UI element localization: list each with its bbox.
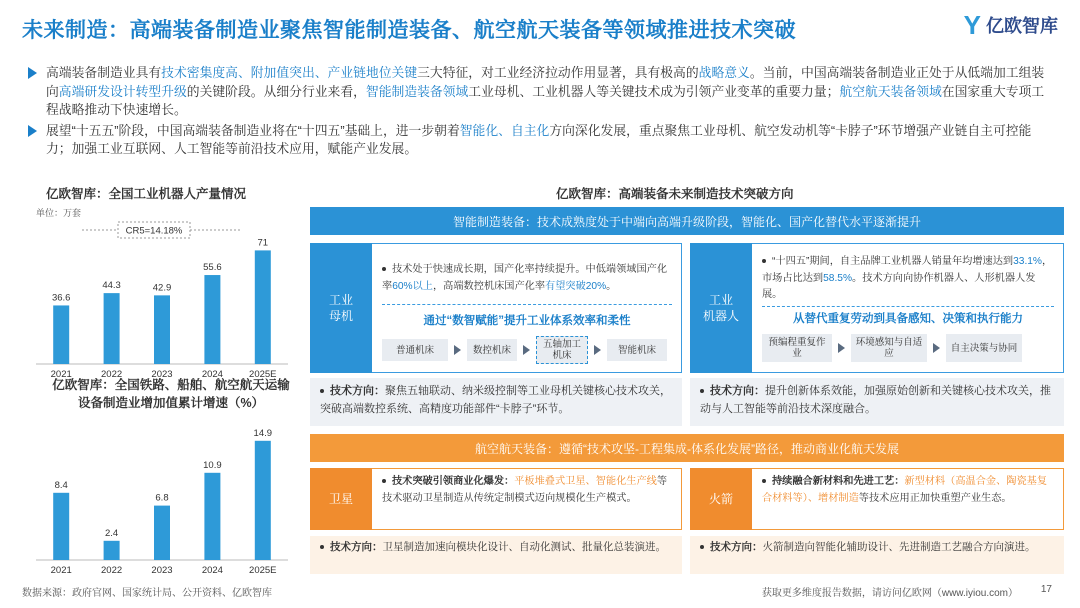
satellite-highlight: 平板堆叠式卫星、智能化生产线 (514, 476, 657, 487)
dot-icon (320, 545, 324, 549)
chart2-title-line2: 设备制造业增加值累计增速（%） (77, 396, 265, 410)
flow-step-1: 普通机床 (382, 339, 448, 361)
rocket-text (762, 474, 1056, 507)
data-label: 10.9 (203, 459, 222, 471)
x-tick-label: 2022 (101, 369, 123, 380)
aerospace-banner: 航空航天装备：遵循“技术攻坚-工程集成-体系化发展”路径，推动商业化航天发展 (310, 434, 1064, 462)
robot-flow-step-2: 环境感知与自适应 (851, 334, 927, 362)
right-panel-title: 亿欧智库：高端装备未来制造技术突破方向 (556, 187, 794, 201)
bullet-1-part: 高端研发设计转型升级 (58, 83, 187, 99)
robot-text-c: 。技术方向向协作机器人、人形机器人发展。 (762, 272, 1036, 300)
data-label: 6.8 (155, 492, 169, 504)
bullet-1 (28, 64, 1056, 120)
robot-text-a: “十四五”期间，自主品牌工业机器人销量年均增速达到 (772, 256, 1014, 267)
bullet-1-part: 高端装备制造业具有 (46, 65, 162, 80)
satellite-text (382, 474, 674, 507)
flow-step-2: 数控机床 (467, 339, 517, 361)
chart2-title (36, 376, 306, 412)
x-tick-label: 2023 (151, 369, 173, 380)
bar (255, 441, 271, 560)
bullet-arrow-icon (28, 125, 37, 137)
direction-label: 技术方向： (710, 385, 765, 397)
satellite-rest: 等技术驱动卫星制造从传统定制模式迈向规模化生产模式。 (382, 476, 668, 504)
logo-text: 亿欧智库 (986, 16, 1058, 36)
x-tick-label: 2025E (249, 565, 277, 576)
dot-icon (382, 479, 386, 483)
x-tick-label: 2023 (151, 565, 173, 576)
machine-tool-label (310, 243, 372, 373)
arrow-right-icon (454, 345, 461, 355)
robot-flow (762, 334, 1022, 362)
direction-label: 技术方向： (710, 541, 763, 553)
bullet-1-part: 工业母机、工业机器人等关键技术成为引领产业变革的重要力量； (468, 83, 840, 99)
logo-mark-icon: Y (963, 10, 981, 40)
x-tick-label: 2024 (201, 369, 223, 380)
bullet-1-text (46, 65, 1044, 117)
machine-label-line1: 工业 (328, 293, 353, 307)
logo (964, 12, 1058, 38)
bullet-arrow-icon (28, 67, 37, 79)
data-label: 14.9 (253, 427, 273, 439)
robot-direction-text: 提升创新体系效能，加强原始创新和关键核心技术攻关，推动与人工智能等前沿技术深度融合。 (700, 385, 1051, 415)
direction-label: 技术方向： (330, 541, 383, 553)
chart1-title: 亿欧智库：全国工业机器人产量情况 (46, 187, 247, 201)
arrow-right-icon (933, 343, 940, 353)
bullet-1-part: 技术密集度高、附加值突出、产业链地位关键 (161, 65, 418, 80)
robot-label (690, 243, 752, 373)
x-tick-label: 2021 (50, 369, 72, 380)
bar (104, 293, 120, 364)
bar (154, 295, 170, 364)
satellite-lead: 技术突破引领商业化爆发： (392, 476, 515, 487)
machine-tool-text (382, 262, 672, 295)
machine-flow (382, 336, 667, 364)
data-label: 2.4 (104, 527, 119, 539)
data-label: 8.4 (54, 479, 68, 491)
dot-icon (762, 259, 766, 263)
data-label: 42.9 (152, 282, 172, 294)
contact-link[interactable]: 获取更多维度报告数据，请访问亿欧网（www.iyiou.com） (761, 588, 1018, 599)
bullet-2-text (46, 123, 1031, 157)
page-title: 未来制造：高端装备制造业聚焦智能制造装备、航空航天装备等领域推进技术突破 (22, 19, 796, 42)
intro-bullets (28, 64, 1056, 161)
bar (204, 473, 220, 560)
x-tick-label: 2025E (249, 369, 277, 380)
robot-text (762, 254, 1054, 304)
cr5-annotation: CR5=14.18% (125, 225, 183, 237)
rocket-direction-text: 火箭制造向智能化辅助设计、先进制造工艺融合方向演进。 (762, 541, 1036, 553)
satellite-direction-text: 卫星制造加速向模块化设计、自动化测试、批量化总装演进。 (382, 541, 666, 553)
bullet-1-part: 智能制造装备领域 (365, 83, 469, 99)
dot-icon (700, 389, 704, 393)
robot-label-line1: 工业 (708, 293, 733, 307)
arrow-right-icon (594, 345, 601, 355)
page-number: 17 (1040, 584, 1052, 595)
direction-label: 技术方向： (330, 385, 385, 397)
robot-flow-step-1: 预编程重复作业 (762, 334, 832, 362)
smart-manufacturing-banner: 智能制造装备：技术成熟度处于中端向高端升级阶段，智能化、国产化替代水平逐渐提升 (310, 207, 1064, 235)
flow-step-3: 五轴加工机床 (536, 336, 588, 364)
machine-text-h1: 60%以上 (392, 280, 433, 292)
unit-label: 单位：万套 (36, 208, 82, 218)
bullet-2-part: 智能化、自主化 (459, 122, 550, 138)
divider (382, 304, 672, 305)
robot-text-h2: 58.5% (823, 272, 853, 284)
machine-direction-text: 聚焦五轴联动、纳米级控制等工业母机关键核心技术攻关，突破高端数控系统、高精度功能部件“卡脖子”环节。 (320, 385, 671, 415)
bullet-1-part: 的关键阶段。从细分行业来看， (186, 83, 366, 99)
data-label: 55.6 (203, 262, 222, 274)
transport-growth-chart (24, 418, 294, 578)
robot-label-line2: 机器人 (702, 309, 739, 323)
rocket-lead: 持续融合新材料和先进工艺： (772, 476, 905, 487)
data-label: 44.3 (102, 280, 121, 292)
machine-text-h2: 有望突破20% (545, 280, 607, 292)
bar (53, 305, 69, 364)
rocket-direction (690, 536, 1064, 574)
satellite-label: 卫星 (310, 468, 372, 530)
dot-icon (762, 479, 766, 483)
bar (154, 506, 170, 560)
rocket-rest: 等技术应用正加快重塑产业生态。 (858, 492, 1012, 504)
robot-output-chart (24, 202, 294, 382)
bar (104, 541, 120, 560)
robot-text-b: ，市场占比达到 (762, 256, 1053, 284)
flow-step-4: 智能机床 (607, 339, 667, 361)
robot-flow-step-3: 自主决策与协同 (946, 334, 1022, 362)
machine-tag: 通过“数智赋能”提升工业体系效率和柔性 (423, 315, 631, 327)
dot-icon (382, 267, 386, 271)
dot-icon (320, 389, 324, 393)
machine-text-a: 技术处于快速成长期，国产化率持续提升。中低端领域国产化率 (382, 264, 668, 292)
bullet-1-part: 。当前，中国高端装备制造业正处于从低端加工组装向 (46, 65, 1045, 99)
x-tick-label: 2024 (201, 565, 223, 576)
x-tick-label: 2021 (50, 565, 72, 576)
machine-direction (310, 378, 682, 426)
arrow-right-icon (523, 345, 530, 355)
x-tick-label: 2022 (101, 565, 123, 576)
bullet-2 (28, 122, 1056, 159)
data-label: 36.6 (51, 292, 71, 304)
data-source: 数据来源：政府官网、国家统计局、公开资料、亿欧智库 (22, 588, 272, 599)
bar (53, 493, 69, 560)
chart2-title-line1: 亿欧智库：全国铁路、船舶、航空航天运输 (52, 378, 290, 392)
rocket-highlight: 新型材料（高温合金、陶瓷基复合材料等）、增材制造 (762, 476, 1048, 504)
bar (204, 275, 220, 364)
robot-tag: 从替代重复劳动到具备感知、决策和执行能力 (793, 313, 1023, 325)
bullet-2-part: 展望“十五五”阶段，中国高端装备制造业将在“十四五”基础上，进一步朝着 (46, 122, 460, 138)
bullet-1-part: 三大特征，对工业经济拉动作用显著，具有极高的 (417, 65, 699, 80)
bullet-1-part: 航空航天装备领域 (839, 83, 942, 99)
robot-direction (690, 378, 1064, 426)
robot-text-h1: 33.1% (1013, 256, 1042, 267)
bullet-1-part: 在国家重大专项工程战略推动下快速增长。 (46, 83, 1045, 117)
divider (762, 306, 1054, 307)
arrow-right-icon (838, 343, 845, 353)
data-label: 71 (257, 237, 269, 249)
dot-icon (700, 545, 704, 549)
machine-text-end: 。 (606, 280, 617, 292)
machine-label-line2: 母机 (328, 309, 353, 323)
bullet-2-part: 方向深化发展，重点聚焦工业母机、航空发动机等“卡脖子”环节增强产业链自主可控能力；加强工业互联网、人工智能等前沿技术应用，赋能产业发展。 (46, 122, 1032, 156)
bullet-1-part: 战略意义 (698, 65, 750, 80)
machine-text-mid: ，高端数控机床国产化率 (432, 280, 546, 292)
satellite-direction (310, 536, 682, 574)
bar (255, 250, 271, 364)
rocket-label: 火箭 (690, 468, 752, 530)
